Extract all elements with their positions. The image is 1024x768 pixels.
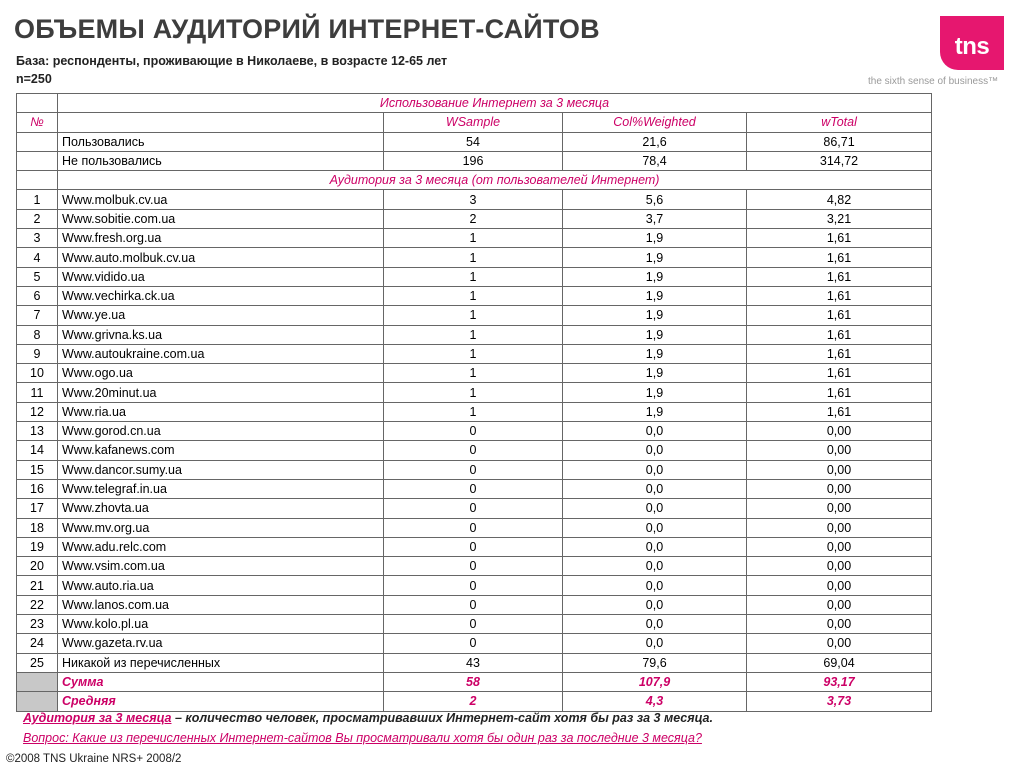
colweighted-value: 78,4 [563,151,747,170]
wsample-value: 0 [384,537,563,556]
site-name: Www.vsim.com.ua [58,557,384,576]
empty-cell [17,94,58,113]
wtotal-value: 0,00 [747,479,932,498]
definition-term: Аудитория за 3 месяца [23,711,172,725]
row-number: 18 [17,518,58,537]
row-number: 25 [17,653,58,672]
wtotal-value: 1,61 [747,364,932,383]
wtotal-value: 69,04 [747,653,932,672]
site-row [17,364,932,383]
row-number: 13 [17,422,58,441]
wtotal-value: 1,61 [747,248,932,267]
site-row [17,499,932,518]
wsample-value: 0 [384,499,563,518]
row-number: 6 [17,286,58,305]
wsample-value: 2 [384,209,563,228]
section2-title: Аудитория за 3 месяца (от пользователей Интернет) [58,171,932,190]
site-name: Www.sobitie.com.ua [58,209,384,228]
colweighted-value: 21,6 [563,132,747,151]
site-name: Www.auto.ria.ua [58,576,384,595]
wsample-header: WSample [384,113,563,132]
wsample-value: 1 [384,344,563,363]
colweighted-value: 5,6 [563,190,747,209]
colweighted-value: 1,9 [563,364,747,383]
site-row [17,479,932,498]
average-row [17,692,932,711]
colweighted-value: 0,0 [563,479,747,498]
wtotal-value: 93,17 [747,672,932,691]
site-name: Www.kolo.pl.ua [58,615,384,634]
tns-logo [940,16,1004,70]
colweighted-value: 107,9 [563,672,747,691]
row-number: 1 [17,190,58,209]
site-row [17,383,932,402]
row-number: 4 [17,248,58,267]
site-name: Www.ria.ua [58,402,384,421]
wtotal-value: 1,61 [747,325,932,344]
row-number: 17 [17,499,58,518]
colweighted-value: 0,0 [563,460,747,479]
wsample-value: 1 [384,267,563,286]
site-name: Www.adu.relc.com [58,537,384,556]
site-row [17,209,932,228]
wtotal-value: 1,61 [747,402,932,421]
row-number [17,151,58,170]
row-number: 23 [17,615,58,634]
wsample-value: 0 [384,634,563,653]
wtotal-value: 3,73 [747,692,932,711]
wsample-value: 0 [384,615,563,634]
row-number: 24 [17,634,58,653]
site-row [17,229,932,248]
site-name: Www.ye.ua [58,306,384,325]
row-number: 22 [17,595,58,614]
colweighted-value: 0,0 [563,422,747,441]
colweighted-value: 1,9 [563,267,747,286]
row-number: 15 [17,460,58,479]
wtotal-value: 1,61 [747,286,932,305]
site-row [17,267,932,286]
site-name: Www.molbuk.cv.ua [58,190,384,209]
colweighted-value: 1,9 [563,402,747,421]
site-row [17,653,932,672]
site-name: Www.vidido.ua [58,267,384,286]
row-number [17,132,58,151]
row-number: 16 [17,479,58,498]
page-title: ОБЪЕМЫ АУДИТОРИЙ ИНТЕРНЕТ-САЙТОВ [14,14,600,44]
wtotal-value: 0,00 [747,441,932,460]
usage-row [17,151,932,170]
colweighted-value: 79,6 [563,653,747,672]
usage-row [17,132,932,151]
wtotal-value: 0,00 [747,422,932,441]
site-name: Www.fresh.org.ua [58,229,384,248]
site-name: Www.dancor.sumy.ua [58,460,384,479]
row-label: Не пользовались [58,151,384,170]
site-row [17,537,932,556]
wsample-value: 1 [384,383,563,402]
section-header-row [17,171,932,190]
survey-question: Вопрос: Какие из перечисленных Интернет-сайтов Вы просматривали хотя бы один раз за последние 3 месяца? [23,731,702,745]
site-row [17,286,932,305]
site-row [17,518,932,537]
logo-tagline: the sixth sense of business™ [868,76,999,87]
wsample-value: 58 [384,672,563,691]
wtotal-value: 1,61 [747,267,932,286]
wsample-value: 0 [384,479,563,498]
wsample-value: 0 [384,460,563,479]
wsample-value: 0 [384,422,563,441]
definition-note [23,711,713,725]
wsample-value: 1 [384,229,563,248]
colweighted-value: 1,9 [563,248,747,267]
site-name: Www.auto.molbuk.cv.ua [58,248,384,267]
site-row [17,422,932,441]
colweighted-value: 0,0 [563,518,747,537]
site-name: Www.vechirka.ck.ua [58,286,384,305]
wtotal-value: 0,00 [747,576,932,595]
colweighted-value: 0,0 [563,537,747,556]
site-name: Www.20minut.ua [58,383,384,402]
site-row [17,615,932,634]
colweighted-value: 1,9 [563,325,747,344]
wtotal-value: 4,82 [747,190,932,209]
section1-title: Использование Интернет за 3 месяца [58,94,932,113]
audience-table [16,93,932,712]
colweighted-value: 3,7 [563,209,747,228]
site-name: Www.grivna.ks.ua [58,325,384,344]
row-number: 5 [17,267,58,286]
wsample-value: 0 [384,576,563,595]
row-number: 11 [17,383,58,402]
colweighted-value: 0,0 [563,499,747,518]
site-row [17,190,932,209]
colweighted-value: 1,9 [563,344,747,363]
row-label: Пользовались [58,132,384,151]
row-number: 14 [17,441,58,460]
site-row [17,248,932,267]
site-name: Www.lanos.com.ua [58,595,384,614]
colweighted-value: 0,0 [563,576,747,595]
wtotal-value: 1,61 [747,383,932,402]
section-header-row [17,94,932,113]
wsample-value: 0 [384,595,563,614]
row-number: 12 [17,402,58,421]
wtotal-value: 0,00 [747,634,932,653]
wsample-value: 1 [384,364,563,383]
site-name: Никакой из перечисленных [58,653,384,672]
wtotal-value: 86,71 [747,132,932,151]
colweighted-value: 1,9 [563,306,747,325]
wsample-value: 1 [384,286,563,305]
colweighted-header: Col%Weighted [563,113,747,132]
wtotal-value: 0,00 [747,557,932,576]
column-header-row [17,113,932,132]
num-header: № [17,113,58,132]
site-name: Www.telegraf.in.ua [58,479,384,498]
summary-label: Сумма [58,672,384,691]
colweighted-value: 4,3 [563,692,747,711]
wtotal-value: 1,61 [747,306,932,325]
row-number: 2 [17,209,58,228]
row-number: 8 [17,325,58,344]
copyright-footer: ©2008 TNS Ukraine NRS+ 2008/2 [6,753,182,765]
wsample-value: 0 [384,557,563,576]
row-number: 19 [17,537,58,556]
site-name: Www.mv.org.ua [58,518,384,537]
colweighted-value: 1,9 [563,383,747,402]
row-number: 10 [17,364,58,383]
audience-table-container [16,93,931,712]
colweighted-value: 0,0 [563,634,747,653]
row-number: 21 [17,576,58,595]
site-name: Www.gorod.cn.ua [58,422,384,441]
logo-text: tns [954,33,990,60]
wtotal-value: 0,00 [747,595,932,614]
site-name: Www.autoukraine.com.ua [58,344,384,363]
row-number: 7 [17,306,58,325]
wtotal-value: 0,00 [747,615,932,634]
site-row [17,402,932,421]
wsample-value: 196 [384,151,563,170]
wtotal-value: 0,00 [747,518,932,537]
wsample-value: 54 [384,132,563,151]
row-number: 20 [17,557,58,576]
wtotal-header: wTotal [747,113,932,132]
wtotal-value: 1,61 [747,229,932,248]
site-name: Www.ogo.ua [58,364,384,383]
label-header [58,113,384,132]
wtotal-value: 1,61 [747,344,932,363]
wtotal-value: 0,00 [747,537,932,556]
site-name: Www.zhovta.ua [58,499,384,518]
empty-cell [17,171,58,190]
wtotal-value: 0,00 [747,499,932,518]
colweighted-value: 0,0 [563,615,747,634]
row-number: 3 [17,229,58,248]
sample-size: n=250 [16,72,52,86]
sum-row [17,672,932,691]
colweighted-value: 1,9 [563,286,747,305]
site-row [17,634,932,653]
site-row [17,306,932,325]
definition-text: – количество человек, просматривавших Интернет-сайт хотя бы раз за 3 месяца. [171,711,713,725]
site-row [17,576,932,595]
site-row [17,344,932,363]
site-name: Www.kafanews.com [58,441,384,460]
colweighted-value: 0,0 [563,441,747,460]
wsample-value: 3 [384,190,563,209]
site-row [17,460,932,479]
wsample-value: 1 [384,248,563,267]
row-number: 9 [17,344,58,363]
site-row [17,325,932,344]
wsample-value: 43 [384,653,563,672]
gray-cell [17,692,58,711]
wsample-value: 0 [384,518,563,537]
site-row [17,595,932,614]
wsample-value: 0 [384,441,563,460]
wtotal-value: 3,21 [747,209,932,228]
colweighted-value: 0,0 [563,595,747,614]
site-name: Www.gazeta.rv.ua [58,634,384,653]
wtotal-value: 0,00 [747,460,932,479]
wtotal-value: 314,72 [747,151,932,170]
gray-cell [17,672,58,691]
colweighted-value: 0,0 [563,557,747,576]
wsample-value: 2 [384,692,563,711]
summary-label: Средняя [58,692,384,711]
site-row [17,557,932,576]
colweighted-value: 1,9 [563,229,747,248]
site-row [17,441,932,460]
base-description: База: респонденты, проживающие в Николаеве, в возрасте 12-65 лет [16,54,448,68]
wsample-value: 1 [384,402,563,421]
wsample-value: 1 [384,306,563,325]
wsample-value: 1 [384,325,563,344]
